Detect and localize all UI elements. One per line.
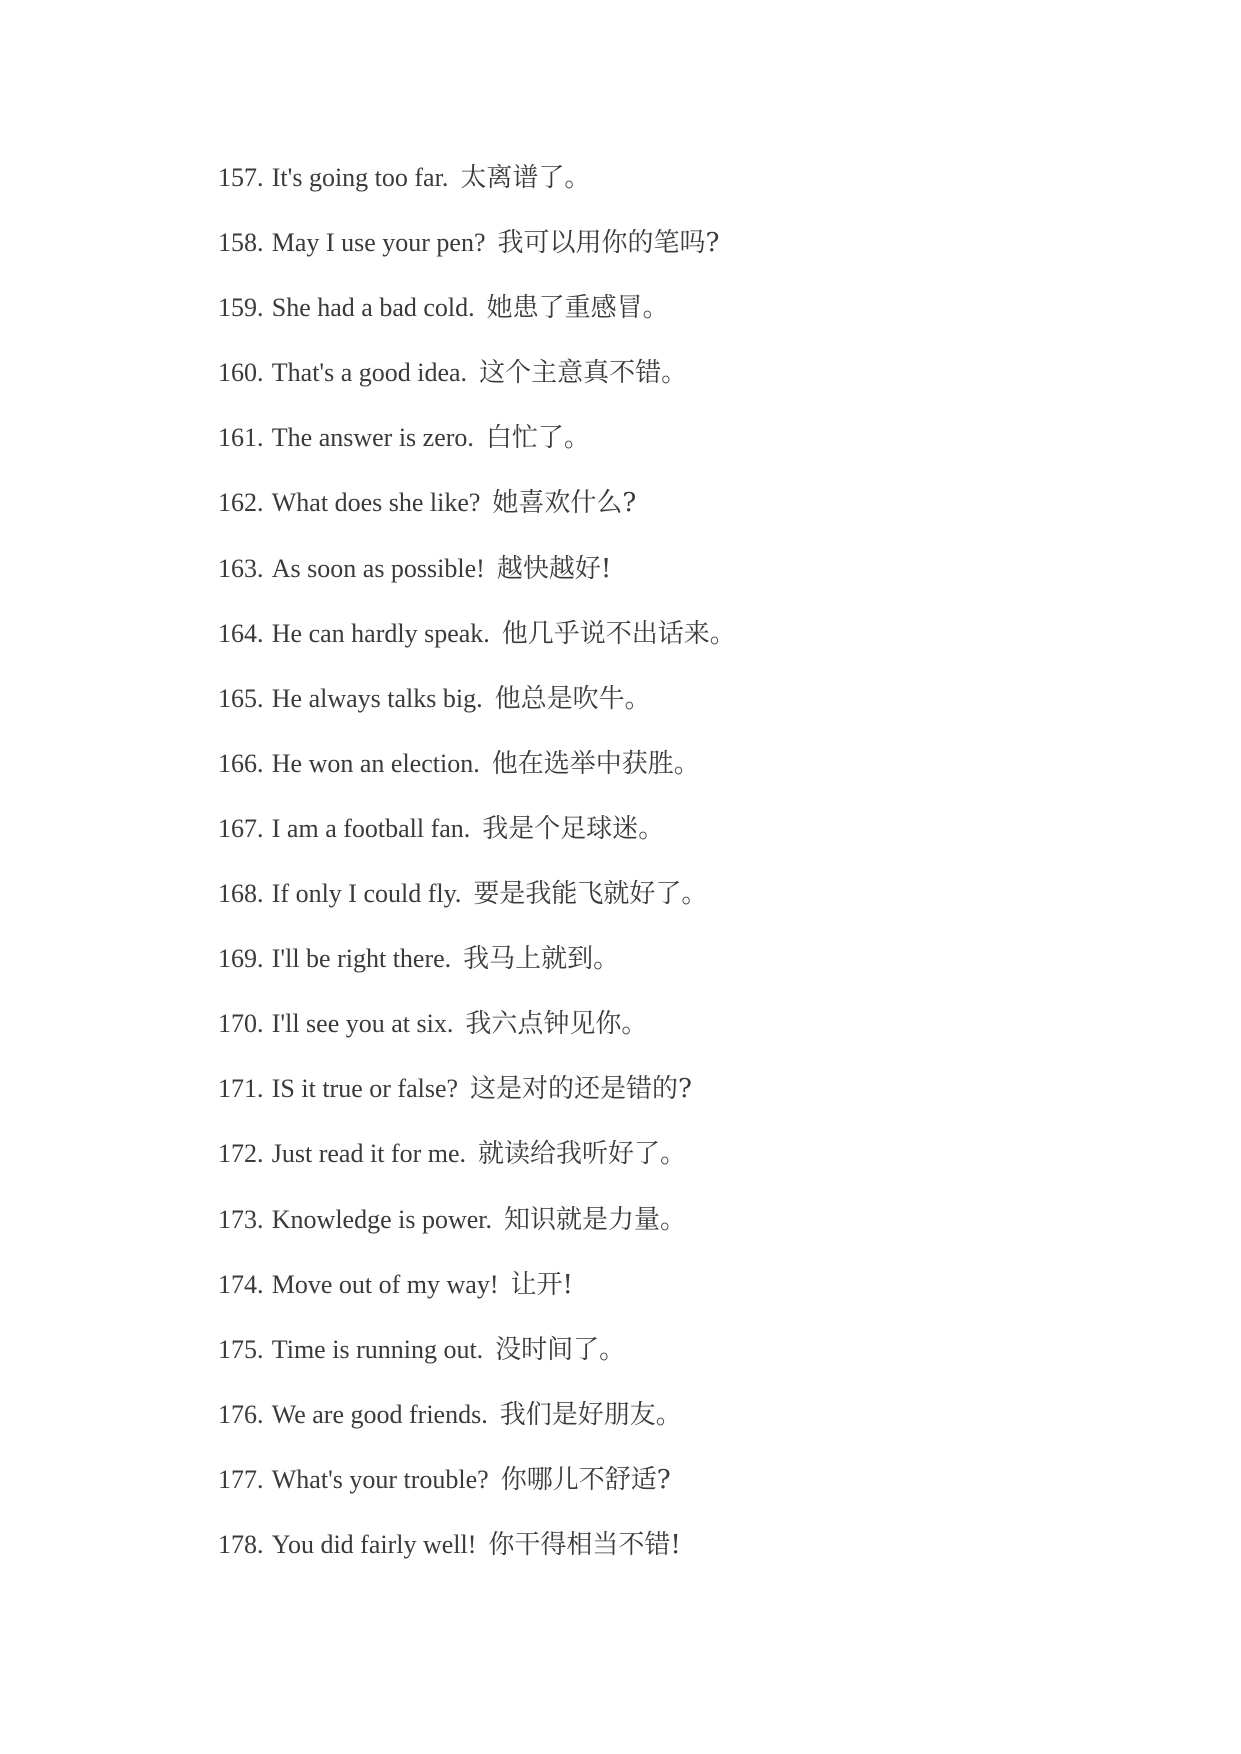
- phrase-number: 160.: [218, 358, 264, 388]
- phrase-english: If only I could fly.: [271, 879, 462, 909]
- phrase-line: [218, 1395, 736, 1460]
- phrase-chinese: 我是个足球迷。: [482, 813, 665, 844]
- phrase-english: What does she like?: [271, 488, 481, 518]
- phrase-english: Move out of my way!: [271, 1269, 499, 1299]
- phrase-chinese: 你干得相当不错!: [488, 1529, 681, 1560]
- phrase-chinese: 这个主意真不错。: [479, 358, 688, 389]
- phrase-number: 169.: [218, 944, 264, 974]
- phrase-line: [218, 549, 736, 614]
- phrase-english: I am a football fan.: [271, 813, 471, 843]
- phrase-english: Knowledge is power.: [271, 1204, 493, 1234]
- phrase-number: 163.: [218, 553, 264, 583]
- phrase-line: [218, 288, 736, 353]
- phrase-english: Time is running out.: [271, 1334, 484, 1364]
- phrase-english: It's going too far.: [271, 163, 449, 192]
- phrase-chinese: 我六点钟见你。: [465, 1009, 648, 1040]
- phrase-chinese: 你哪儿不舒适?: [500, 1464, 671, 1495]
- phrase-chinese: 我可以用你的笔吗?: [497, 228, 720, 259]
- phrase-english: That's a good idea.: [271, 358, 468, 388]
- phrase-chinese: 要是我能飞就好了。: [473, 879, 708, 910]
- phrase-line: [218, 1069, 736, 1134]
- phrase-english: Just read it for me.: [271, 1139, 466, 1169]
- phrase-chinese: 他总是吹牛。: [494, 683, 651, 714]
- phrase-english: She had a bad cold.: [271, 293, 475, 323]
- phrase-number: 172.: [218, 1139, 264, 1169]
- phrase-number: 165.: [218, 683, 264, 713]
- phrase-number: 171.: [218, 1074, 264, 1104]
- phrase-line: [218, 809, 736, 874]
- phrase-line: [218, 353, 736, 418]
- phrase-english: He can hardly speak.: [271, 618, 490, 648]
- phrase-line: [218, 483, 736, 548]
- phrase-english: He always talks big.: [271, 683, 483, 713]
- phrase-number: 175.: [218, 1334, 264, 1364]
- phrase-line: [218, 1525, 736, 1590]
- phrase-english: He won an election.: [271, 748, 480, 778]
- phrase-chinese: 白忙了。: [485, 423, 590, 454]
- phrase-chinese: 他在选举中获胜。: [491, 748, 700, 779]
- phrase-number: 164.: [218, 618, 264, 648]
- phrase-chinese: 她患了重感冒。: [486, 293, 669, 324]
- phrase-chinese: 知识就是力量。: [504, 1204, 687, 1235]
- phrase-number: 178.: [218, 1529, 264, 1559]
- phrase-chinese: 他几乎说不出话来。: [501, 618, 736, 649]
- phrase-line: [218, 1200, 736, 1265]
- phrase-number: 168.: [218, 879, 264, 909]
- phrase-line: [218, 744, 736, 809]
- phrase-number: 158.: [218, 228, 264, 258]
- phrase-number: 161.: [218, 423, 264, 453]
- phrase-english: May I use your pen?: [271, 228, 486, 258]
- phrase-list: [218, 158, 736, 1590]
- phrase-number: 176.: [218, 1399, 264, 1429]
- phrase-line: [218, 1134, 736, 1199]
- phrase-chinese: 我马上就到。: [463, 944, 620, 975]
- phrase-chinese: 越快越好!: [496, 553, 612, 584]
- phrase-number: 170.: [218, 1009, 264, 1039]
- phrase-chinese: 就读给我听好了。: [478, 1139, 687, 1170]
- phrase-chinese: 太离谱了。: [460, 163, 591, 193]
- phrase-chinese: 没时间了。: [495, 1334, 626, 1365]
- phrase-chinese: 让开!: [510, 1269, 573, 1300]
- phrase-line: [218, 614, 736, 679]
- phrase-line: [218, 679, 736, 744]
- phrase-english: As soon as possible!: [271, 553, 485, 583]
- phrase-english: I'll be right there.: [271, 944, 452, 974]
- phrase-line: [218, 1004, 736, 1069]
- phrase-chinese: 她喜欢什么?: [492, 488, 637, 519]
- phrase-number: 159.: [218, 293, 264, 323]
- phrase-english: I'll see you at six.: [271, 1009, 454, 1039]
- phrase-english: What's your trouble?: [271, 1464, 489, 1494]
- phrase-line: [218, 158, 736, 223]
- phrase-number: 177.: [218, 1464, 264, 1494]
- phrase-line: [218, 939, 736, 1004]
- phrase-number: 167.: [218, 813, 264, 843]
- phrase-english: IS it true or false?: [271, 1074, 459, 1104]
- phrase-english: You did fairly well!: [271, 1529, 477, 1559]
- phrase-english: We are good friends.: [271, 1399, 488, 1429]
- phrase-chinese: 这是对的还是错的?: [470, 1074, 692, 1105]
- phrase-line: [218, 1460, 736, 1525]
- phrase-line: [218, 874, 736, 939]
- phrase-chinese: 我们是好朋友。: [499, 1399, 682, 1430]
- phrase-line: [218, 223, 736, 288]
- phrase-line: [218, 1330, 736, 1395]
- phrase-line: [218, 1265, 736, 1330]
- phrase-number: 173.: [218, 1204, 264, 1234]
- phrase-number: 174.: [218, 1269, 264, 1299]
- phrase-number: 166.: [218, 748, 264, 778]
- phrase-number: 157.: [218, 163, 264, 192]
- phrase-line: [218, 418, 736, 483]
- phrase-english: The answer is zero.: [271, 423, 474, 453]
- phrase-number: 162.: [218, 488, 264, 518]
